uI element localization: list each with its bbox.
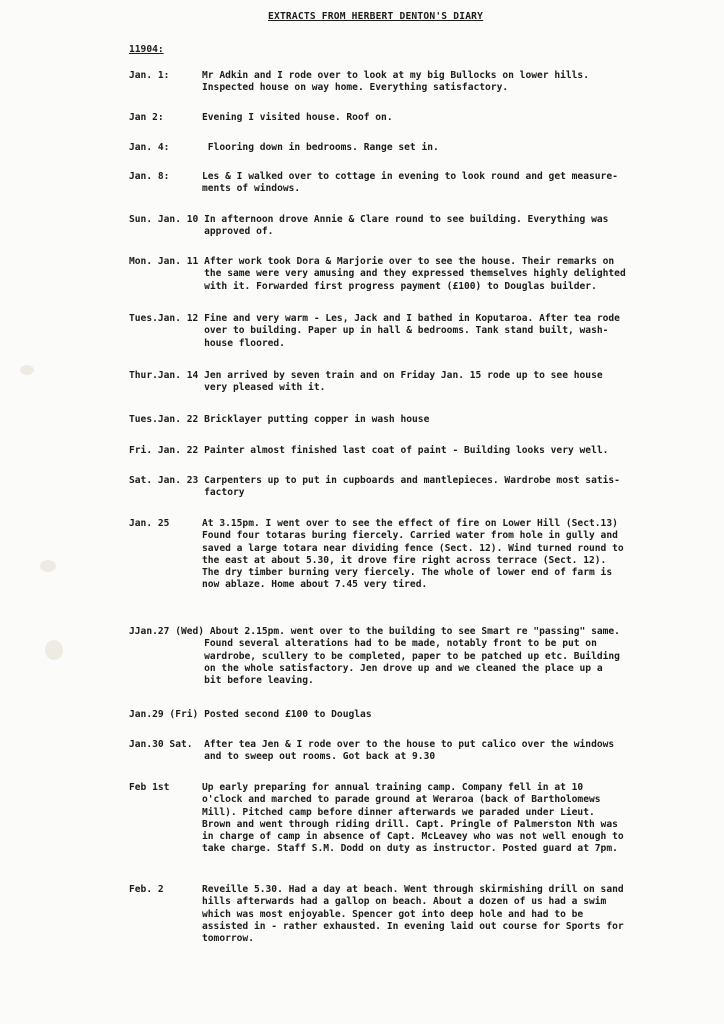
paper-smudge (45, 640, 63, 660)
entry-text: Tues.Jan. 12 Fine and very warm - Les, Jack and I bathed in Koputaroa. After tea rode over to building. Paper up in hall & bedrooms. Tank stand built, wash- house floored. (129, 313, 620, 349)
entry-text: Mon. Jan. 11 After work took Dora & Marjorie over to see the house. Their remarks on the same were very amusing and they expressed themselves highly delighted with it. Forwarded first progress payment (£100) to Douglas builder. (129, 256, 626, 292)
entry-date: Feb 1st (129, 782, 170, 793)
entry-text: Jan.29 (Fri) Posted second £100 to Douglas (129, 709, 372, 720)
entry-date: Jan. 8: (129, 171, 170, 182)
entry-text: Jan.30 Sat. After tea Jen & I rode over to the house to put calico over the windows and to sweep out rooms. Got back at 9.30 (129, 739, 615, 763)
year-heading: 11904: (129, 44, 164, 55)
page-title: EXTRACTS FROM HERBERT DENTON'S DIARY (268, 11, 484, 22)
entry-text: Les & I walked over to cottage in evening to look round and get measure- ments of windows. (202, 171, 618, 195)
paper-smudge (20, 365, 34, 375)
entry-date: Feb. 2 (129, 884, 164, 895)
entry-text: Up early preparing for annual training camp. Company fell in at 10 o'clock and marched to parade ground at Weraroa (back of Bartholomews Mill). Pitched camp before dinner afterwards we paraded under Lieut. Brown and went through riding drill. Capt. Pringle of Palmerston Nth was in charge of camp in absence of Capt. McLeavey who was not well enough to take charge. Staff S.M. Dodd on duty as instructor. Posted guard at 7pm. (202, 782, 624, 855)
entry-text: Sun. Jan. 10 In afternoon drove Annie & Clare round to see building. Everything was approved of. (129, 214, 609, 238)
entry-text: Flooring down in bedrooms. Range set in. (202, 142, 439, 153)
entry-text: Tues.Jan. 22 Bricklayer putting copper in wash house (129, 414, 430, 425)
entry-text: Reveille 5.30. Had a day at beach. Went through skirmishing drill on sand hills afterwards had a gallop on beach. About a dozen of us had a swim which was most enjoyable. Spencer got into deep hole and had to be assisted in - rather exhausted. In evening laid out course for Sports for tomorrow. (202, 884, 624, 945)
entry-text: At 3.15pm. I went over to see the effect of fire on Lower Hill (Sect.13) Found four totaras buring fiercely. Carried water from hole in gully and saved a large totara near dividing fence (Sect. 12). Wind turned round to the east at about 5.30, it drove fire right across terrace (Sect. 12). The dry timber burning very fiercely. The whole of lower end of farm is now ablaze. Home about 7.45 very tired. (202, 518, 624, 591)
entry-date: Jan. 1: (129, 70, 170, 81)
entry-text: Mr Adkin and I rode over to look at my big Bullocks on lower hills. Inspected house on way home. Everything satisfactory. (202, 70, 589, 94)
entry-date: Jan. 4: (129, 142, 170, 153)
paper-smudge (40, 560, 56, 572)
entry-date: Jan. 25 (129, 518, 170, 529)
entry-text: Sat. Jan. 23 Carpenters up to put in cupboards and mantlepieces. Wardrobe most satis- factory (129, 475, 620, 499)
entry-text: Thur.Jan. 14 Jen arrived by seven train and on Friday Jan. 15 rode up to see house very pleased with it. (129, 370, 603, 394)
entry-text: Fri. Jan. 22 Painter almost finished last coat of paint - Building looks very well. (129, 445, 609, 456)
entry-text: JJan.27 (Wed) About 2.15pm. went over to the building to see Smart re "passing" same. Found several alterations had to be made, notably front to be put on wardrobe, scullery to be completed, paper to be patched up etc. Building on the whole satisfactory. Jen drove up and we cleaned the place up a bit before leaving. (129, 626, 620, 687)
entry-date: Jan 2: (129, 112, 164, 123)
entry-text: Evening I visited house. Roof on. (202, 112, 393, 123)
